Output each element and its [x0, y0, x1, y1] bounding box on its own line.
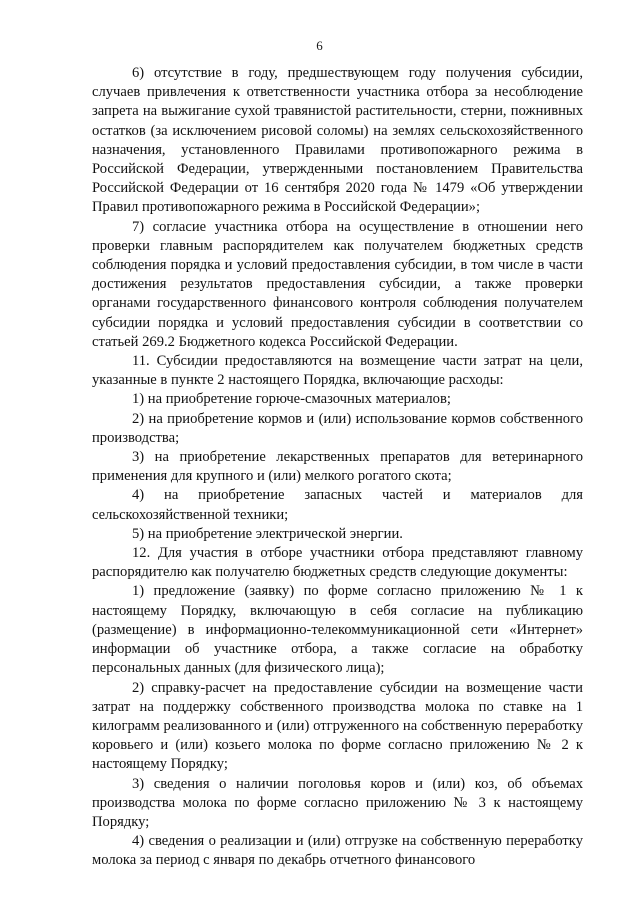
paragraph-expense-1: 1) на приобретение горюче-смазочных материалов; [132, 391, 451, 408]
paragraph-document-1: 1) предложение (заявку) по форме согласно приложению № 1 к настоящему Порядку, включающую в себя согласие на публикацию (размещение) в информационно-телекоммуникационной сети «Интернет» информации об участнике отбора, а также согласие на обработку персональных данных (для физического лица); [92, 583, 583, 677]
paragraph-clause-12: 12. Для участия в отборе участники отбора представляют главному распорядителю как получателю бюджетных средств следующие документы: [92, 545, 583, 581]
paragraph-expense-2: 2) на приобретение кормов и (или) использование кормов собственного производства; [92, 410, 583, 446]
paragraph-item-6: 6) отсутствие в году, предшествующем году получения субсидии, случаев привлечения к ответственности участника отбора за несоблюдение запрета на выжигание сухой травянистой растительности, стерни, пожнивных остатков (за исключением рисовой соломы) на землях сельскохозяйственного назначения, установленного Правилами противопожарного режима в Российской Федерации, утвержденными постановлением Правительства Российской Федерации от 16 сентября 2020 года № 1479 «Об утверждении Правил противопожарного режима в Российской Федерации»; [92, 65, 583, 216]
paragraph-clause-11: 11. Субсидии предоставляются на возмещение части затрат на цели, указанные в пункте 2 настоящего Порядка, включающие расходы: [92, 353, 583, 389]
paragraph-expense-4: 4) на приобретение запасных частей и материалов для сельскохозяйственной техники; [92, 487, 583, 523]
paragraph-item-7: 7) согласие участника отбора на осуществление в отношении него проверки главным распорядителем как получателем бюджетных средств соблюдения порядка и условий предоставления субсидии, в том числе в части достижения результатов предоставления субсидии, а также проверки органами государственного финансового контроля соблюдения получателем субсидии порядка и условий предоставления субсидии в соответствии со статьей 269.2 Бюджетного кодекса Российской Федерации. [92, 218, 583, 350]
paragraph-document-3: 3) сведения о наличии поголовья коров и (или) коз, об объемах производства молока по форме согласно приложению № 3 к настоящему Порядку; [92, 775, 583, 830]
paragraph-document-4: 4) сведения о реализации и (или) отгрузке на собственную переработку молока за период с января по декабрь отчетного финансового [92, 833, 583, 869]
paragraph-expense-3: 3) на приобретение лекарственных препаратов для ветеринарного применения для крупного и (или) мелкого рогатого скота; [92, 449, 583, 485]
page-number: 6 [316, 38, 323, 53]
paragraph-document-2: 2) справку-расчет на предоставление субсидии на возмещение части затрат на поддержку собственного производства молока по ставке на 1 килограмм реализованного и (или) отгруженного на собственную переработку коровьего и (или) козьего молока по форме согласно приложению № 2 к настоящему Порядку; [92, 679, 583, 773]
document-body [92, 64, 583, 871]
paragraph-expense-5: 5) на приобретение электрической энергии. [132, 525, 403, 542]
